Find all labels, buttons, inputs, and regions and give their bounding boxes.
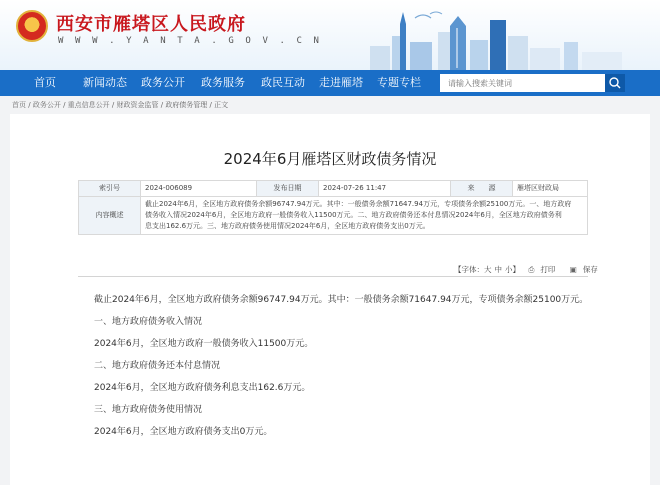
font-size-label: 【字体： bbox=[454, 265, 484, 274]
save-label: 保存 bbox=[582, 265, 598, 274]
date-label: 发布日期 bbox=[257, 181, 319, 197]
nav-item-gov-services[interactable]: 政务服务 bbox=[201, 76, 245, 89]
article-card bbox=[10, 114, 650, 485]
breadcrumb-separator: / bbox=[209, 101, 212, 109]
print-button[interactable] bbox=[528, 265, 561, 274]
site-url: W W W . Y A N T A . G O V . C N bbox=[58, 36, 323, 46]
article-paragraph: 截止2024年6月，全区地方政府债务余额96747.94万元。其中：一般债务余额71647.94万元，专项债务余额25100万元。 bbox=[94, 295, 589, 305]
article-tools bbox=[454, 264, 610, 275]
breadcrumb-item-home[interactable]: 首页 bbox=[12, 101, 26, 109]
printer-icon: ⎙ bbox=[528, 265, 535, 274]
article-meta-table bbox=[78, 180, 588, 235]
breadcrumb-item-debt-management[interactable]: 政府债务管理 bbox=[165, 101, 208, 109]
nav-item-gov-affairs-public[interactable]: 政务公开 bbox=[141, 76, 185, 89]
nav-item-home[interactable]: 首页 bbox=[34, 76, 56, 89]
breadcrumb-separator: / bbox=[63, 101, 66, 109]
breadcrumb-separator: / bbox=[160, 101, 164, 109]
article-paragraph: 2024年6月，全区地方政府债务支出0万元。 bbox=[94, 427, 273, 437]
breadcrumb-item-key-info[interactable]: 重点信息公开 bbox=[67, 101, 110, 109]
index-label: 索引号 bbox=[79, 181, 141, 197]
nav-item-special-topics[interactable]: 专题专栏 bbox=[377, 76, 421, 89]
article-paragraph: 一、地方政府债务收入情况 bbox=[94, 317, 203, 327]
summary-line: 息支出162.6万元。三、地方政府债务使用情况2024年6月，全区地方政府债务支出0万元。 bbox=[145, 222, 430, 230]
breadcrumb-separator: / bbox=[28, 101, 31, 109]
print-label: 打印 bbox=[540, 265, 556, 274]
search-input[interactable] bbox=[440, 74, 605, 92]
breadcrumb-item-gov-affairs[interactable]: 政务公开 bbox=[32, 101, 61, 109]
summary-line: 债务收入情况2024年6月，全区地方政府一般债务收入11500万元。二、地方政府债务还本付息情况2024年6月，全区地方政府债务利 bbox=[145, 211, 562, 219]
breadcrumb-separator: / bbox=[111, 101, 115, 109]
save-icon: ▣ bbox=[569, 265, 577, 274]
nav-item-news[interactable]: 新闻动态 bbox=[83, 76, 127, 89]
nav-item-about-yanta[interactable]: 走进雁塔 bbox=[319, 76, 363, 89]
article-paragraph: 2024年6月，全区地方政府一般债务收入11500万元。 bbox=[94, 339, 314, 349]
article-paragraph: 三、地方政府债务使用情况 bbox=[94, 405, 203, 415]
article-paragraph: 2024年6月，全区地方政府债务利息支出162.6万元。 bbox=[94, 383, 311, 393]
summary-label: 内容概述 bbox=[79, 197, 141, 235]
summary-value bbox=[141, 197, 588, 235]
breadcrumb-item-fiscal-supervision[interactable]: 财政资金监管 bbox=[116, 101, 159, 109]
search-button[interactable] bbox=[605, 74, 625, 92]
article-title: 2024年6月雁塔区财政债务情况 bbox=[223, 150, 437, 168]
main-nav bbox=[0, 70, 660, 96]
date-value: 2024-07-26 11:47 bbox=[319, 181, 451, 197]
font-medium-button[interactable]: 中 bbox=[494, 265, 502, 274]
font-large-button[interactable]: 大 bbox=[484, 265, 492, 274]
nav-item-interaction[interactable]: 政民互动 bbox=[261, 76, 305, 89]
site-title[interactable]: 西安市雁塔区人民政府 bbox=[56, 14, 246, 35]
breadcrumb-item-current: 正文 bbox=[214, 101, 229, 109]
search-icon bbox=[605, 74, 625, 92]
index-value: 2024-006089 bbox=[141, 181, 257, 197]
city-skyline-illustration bbox=[330, 6, 650, 70]
divider bbox=[78, 276, 588, 277]
breadcrumb bbox=[12, 98, 228, 112]
national-emblem-icon bbox=[16, 10, 48, 42]
font-size-label-end: 】 bbox=[512, 265, 520, 274]
source-label: 来 源 bbox=[451, 181, 513, 197]
font-small-button[interactable]: 小 bbox=[505, 265, 513, 274]
summary-line: 截止2024年6月，全区地方政府债务余额96747.94万元。其中：一般债务余额71647.94万元，专项债务余额25100万元。一、地方政府 bbox=[145, 200, 572, 208]
article-paragraph: 二、地方政府债务还本付息情况 bbox=[94, 361, 221, 371]
save-button[interactable] bbox=[570, 265, 604, 274]
site-header bbox=[0, 0, 660, 70]
source-value: 雁塔区财政局 bbox=[513, 181, 588, 197]
